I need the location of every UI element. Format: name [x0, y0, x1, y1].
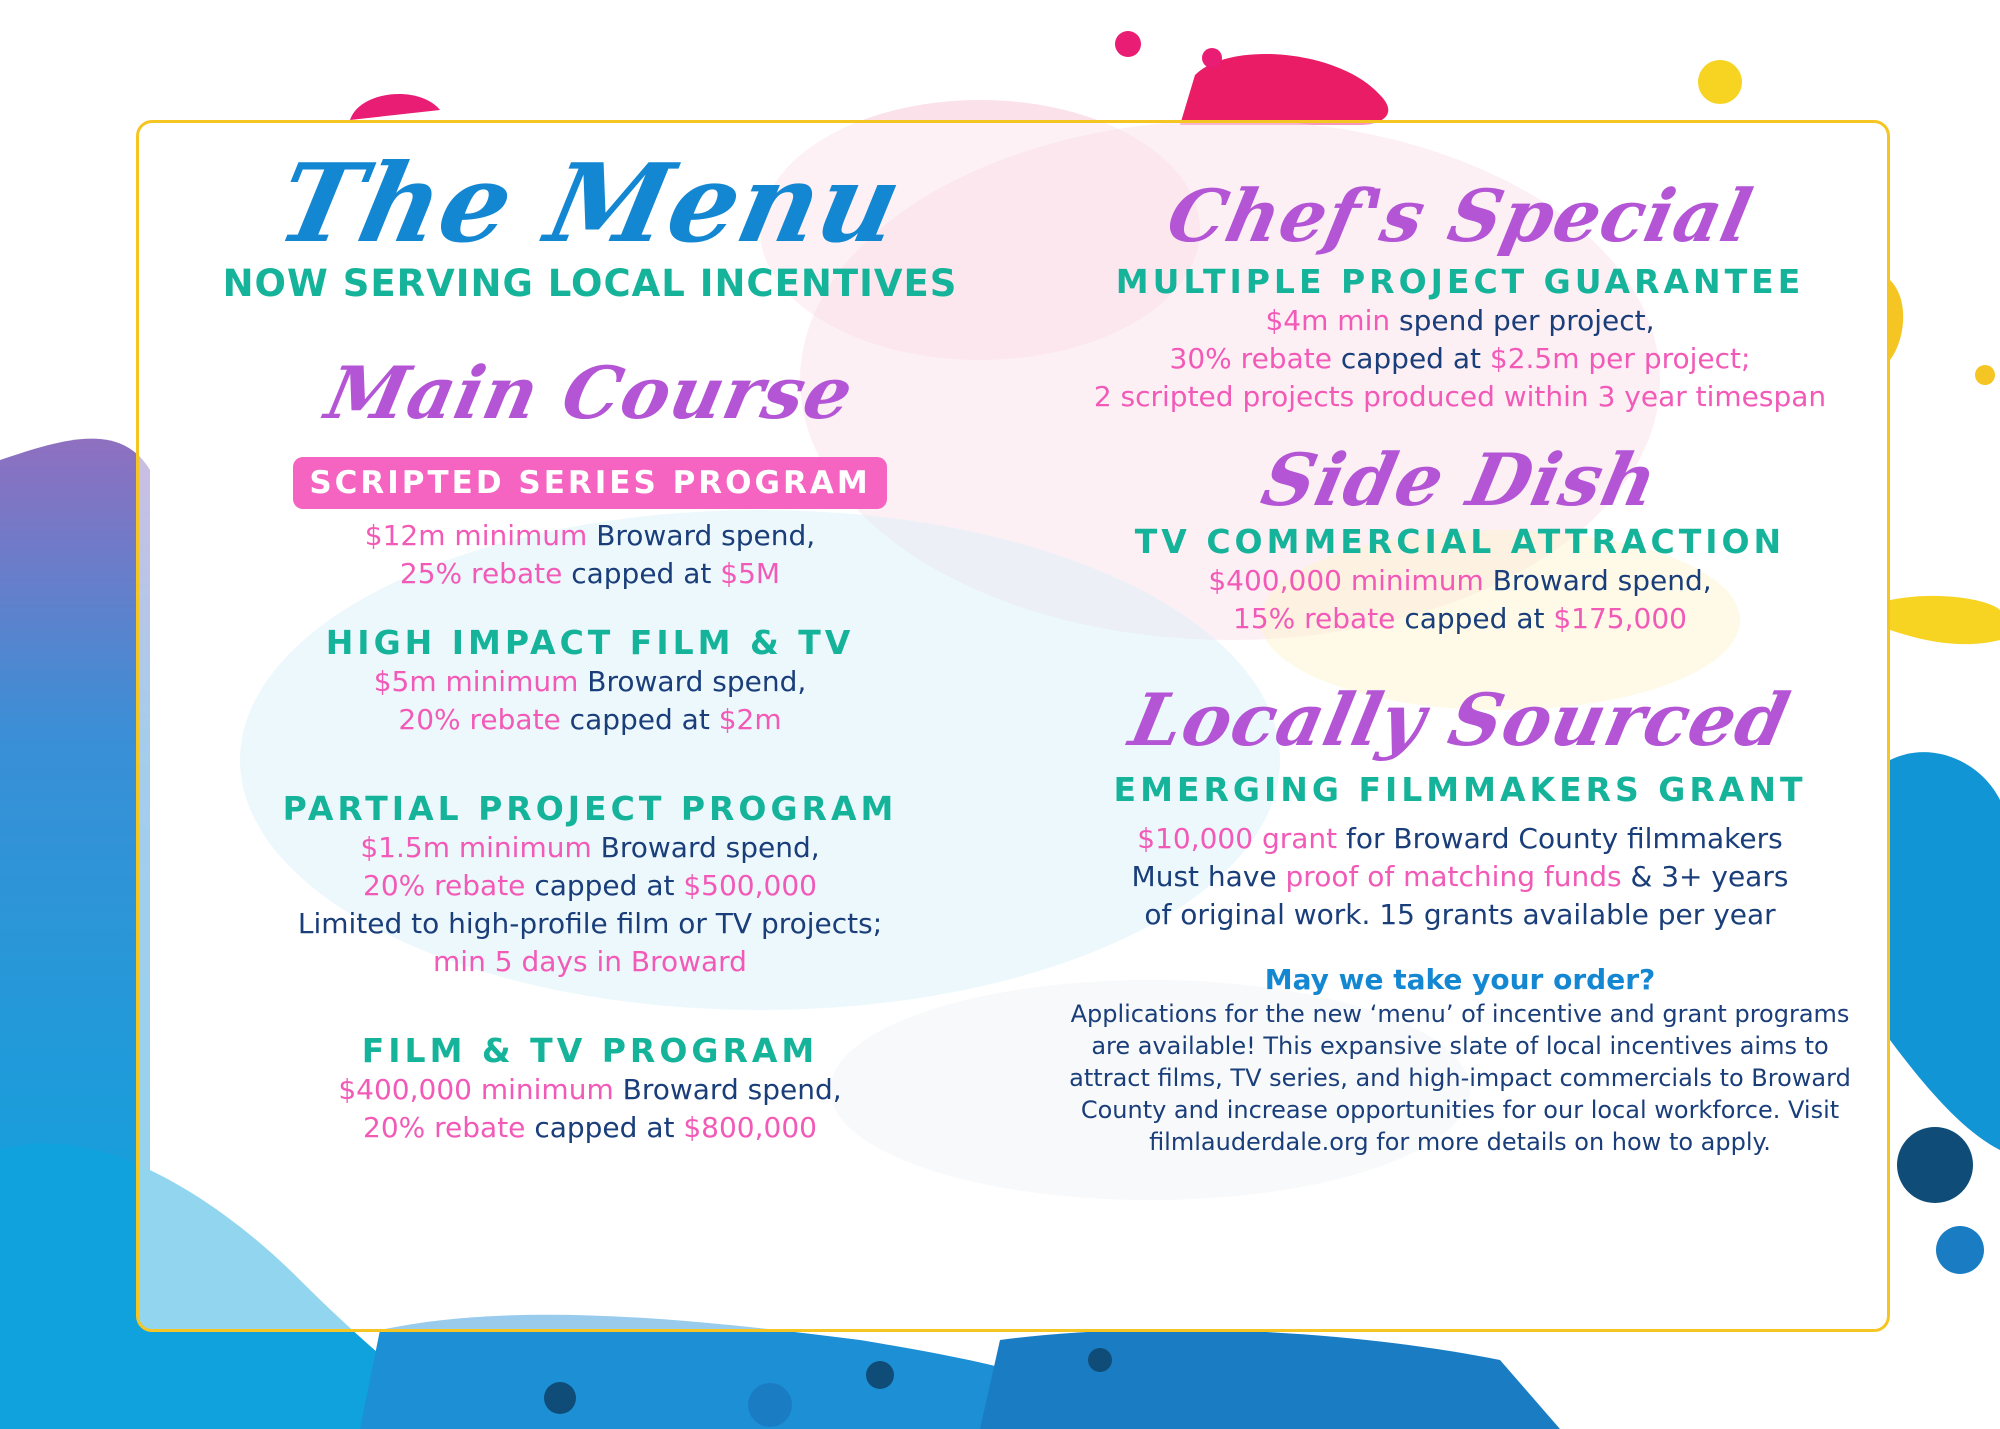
program-line: $10,000 grant for Broward County filmmakers: [1137, 822, 1783, 855]
film-tv-heading: FILM & TV PROGRAM: [361, 1031, 819, 1070]
high-impact-section: [200, 623, 980, 739]
program-line: 30% rebate capped at $2.5m per project;: [1169, 342, 1751, 375]
emerging-filmmakers-heading: EMERGING FILMMAKERS GRANT: [1113, 770, 1807, 809]
program-line: 20% rebate capped at $500,000: [363, 869, 817, 902]
partial-project-heading: PARTIAL PROJECT PROGRAM: [282, 789, 898, 828]
program-line: $400,000 minimum Broward spend,: [1208, 564, 1712, 597]
left-column: [200, 141, 980, 1147]
menu-title: The Menu: [267, 141, 913, 267]
program-line: 20% rebate capped at $800,000: [363, 1111, 817, 1144]
high-impact-heading: HIGH IMPACT FILM & TV: [325, 623, 855, 662]
main-course-heading: Main Course: [319, 350, 862, 435]
program-line: 2 scripted projects produced within 3 year timespan: [1093, 380, 1827, 413]
locally-sourced-heading: Locally Sourced: [1123, 677, 1798, 762]
program-line: $12m minimum Broward spend,: [364, 519, 816, 552]
program-line: $4m min spend per project,: [1265, 304, 1655, 337]
program-line: 25% rebate capped at $5M: [399, 557, 781, 590]
scripted-series-badge: SCRIPTED SERIES PROGRAM: [293, 457, 886, 509]
program-line: 15% rebate capped at $175,000: [1233, 602, 1687, 635]
program-line: 20% rebate capped at $2m: [398, 703, 782, 736]
side-dish-heading: Side Dish: [1254, 437, 1666, 522]
multiple-project-heading: MULTIPLE PROJECT GUARANTEE: [1115, 262, 1805, 301]
partial-project-section: [200, 789, 980, 981]
order-heading: May we take your order?: [1264, 963, 1656, 996]
program-line: Must have proof of matching funds & 3+ years: [1131, 860, 1789, 893]
right-column: [1030, 173, 1890, 1158]
program-line: $5m minimum Broward spend,: [373, 665, 807, 698]
program-line: Limited to high-profile film or TV projects;: [297, 907, 883, 940]
menu-subtitle: NOW SERVING LOCAL INCENTIVES: [222, 262, 958, 305]
scripted-series-section: [200, 457, 980, 593]
order-body: Applications for the new ‘menu’ of incentive and grant programs are available! This expansive slate of local incentives aims to attract films, TV series, and high-impact commercials to Broward County and increase opportunities for our local workforce. Visit filmlauderdale.org for more details on how to apply.: [1069, 1000, 1851, 1156]
program-line: of original work. 15 grants available per year: [1144, 898, 1776, 931]
film-tv-section: [200, 1031, 980, 1147]
program-line: $1.5m minimum Broward spend,: [360, 831, 820, 864]
tv-commercial-heading: TV COMMERCIAL ATTRACTION: [1134, 522, 1786, 561]
program-line: $400,000 minimum Broward spend,: [338, 1073, 842, 1106]
program-line: min 5 days in Broward: [433, 945, 747, 978]
chefs-special-heading: Chef's Special: [1160, 173, 1760, 258]
